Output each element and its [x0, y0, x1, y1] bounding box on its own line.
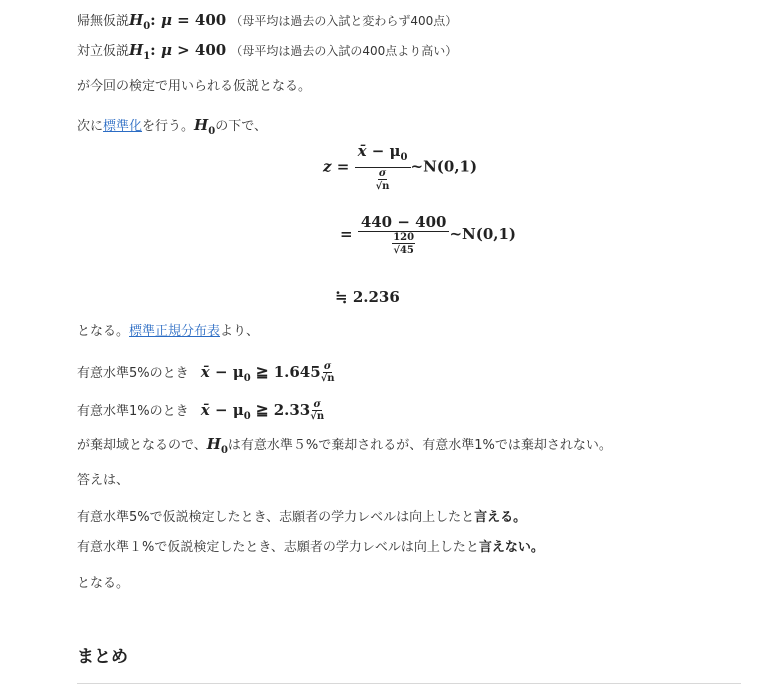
approx-sign: ≒ [335, 288, 348, 306]
reject-text-a: が棄却域となるので、 [77, 438, 207, 453]
conclusion-5-text: 有意水準5%で仮説検定したとき、志願者の学力レベルは向上したと [77, 510, 475, 525]
conclusion-1-text: 有意水準１%で仮説検定したとき、志願者の学力レベルは向上したと [77, 540, 479, 555]
heading-divider [77, 683, 741, 684]
paragraph-answer-intro: 答えは、 [77, 473, 130, 488]
z-symbol: z [323, 157, 332, 176]
paragraph-final: となる。 [77, 576, 130, 591]
null-hypothesis-line [77, 10, 457, 37]
paragraph-hypothesis-used: が今回の検定で用いられる仮説となる。 [77, 79, 312, 94]
next-text-b: を行う。 [142, 119, 195, 134]
level-1-label: 有意水準1%のとき [77, 404, 189, 419]
conclusion-5-line [77, 508, 526, 528]
alt-hypothesis-label: 対立仮説 [77, 44, 130, 59]
conclusion-5-bold: 言える。 [474, 510, 527, 525]
paragraph-normal-table [77, 322, 259, 342]
alt-hypothesis-expr: $H_1$: μ > 400 [129, 41, 227, 62]
level-1-expr: x̄ − $\mu_0$ ≧ 2.33 $\frac{\sigma}{√n}$ [200, 399, 325, 422]
level-5-label: 有意水準5%のとき [77, 366, 189, 381]
equation-z-result [335, 288, 400, 306]
next-text: 次に [77, 119, 104, 134]
equals-sign: = [336, 157, 350, 176]
h0-inline: $H_0$ [194, 116, 216, 137]
null-hypothesis-label: 帰無仮説 [77, 14, 130, 29]
normal-dist: ~N(0,1) [449, 225, 517, 243]
next-text-c: の下で、 [215, 119, 267, 134]
null-hypothesis-note: （母平均は過去の入試と変わらず400点） [230, 14, 458, 28]
section-heading-summary: まとめ [77, 647, 128, 667]
equation-z-formula [323, 143, 477, 192]
h0-inline: $H_0$ [206, 435, 228, 456]
null-hypothesis-expr: $H_0$: μ = 400 [129, 11, 227, 32]
paragraph-standardize [77, 115, 267, 142]
level-5-expr: x̄ − $\mu_0$ ≧ 1.645 $\frac{\sigma}{√n}$ [200, 361, 335, 384]
paragraph-rejection [77, 434, 612, 461]
z-fraction: $\frac{x̄ - \mu_0}{\frac{\sigma}{√n}}$ [355, 143, 411, 192]
equation-z-values [340, 214, 516, 256]
conclusion-1-bold: 言えない。 [478, 540, 544, 555]
alt-hypothesis-line [77, 40, 457, 67]
tonaru-text: となる。 [77, 324, 130, 339]
standardize-link[interactable]: 標準化 [103, 119, 143, 134]
conclusion-1-line [77, 538, 544, 558]
normal-dist: ~N(0,1) [410, 157, 478, 176]
values-fraction: $\frac{440 - 400}{\frac{120}{√45}}$ [358, 214, 450, 256]
level-1-line [77, 398, 324, 429]
reject-text-b: は有意水準５%で棄却されるが、有意水準1%では棄却されない。 [227, 438, 612, 453]
equals-sign: = [340, 225, 353, 243]
z-result: 2.236 [352, 288, 400, 306]
alt-hypothesis-note: （母平均は過去の入試の400点より高い） [230, 44, 458, 58]
yori-text: より、 [220, 324, 260, 339]
normal-table-link[interactable]: 標準正規分布表 [129, 324, 221, 339]
level-5-line [77, 360, 335, 391]
